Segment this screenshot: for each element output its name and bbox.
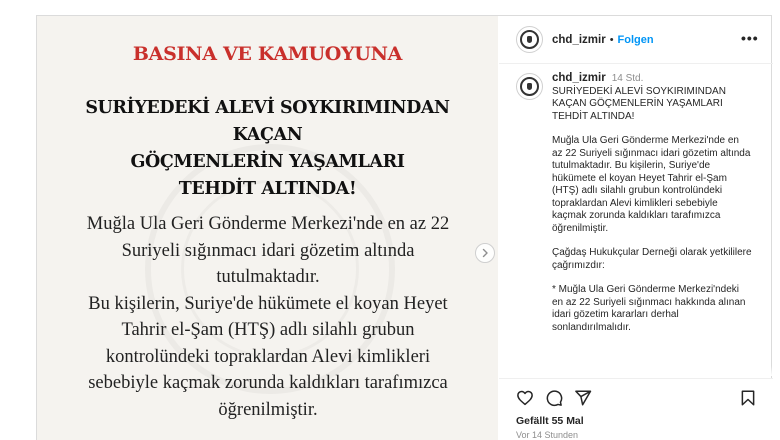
caption-paragraph: * Muğla Ula Geri Gönderme Merkezi'ndeki en az 22 Suriyeli sığınmacı hakkında alınan idari gözetim kararları derhal sonlandırılmalıdır. — [552, 284, 746, 333]
follow-button[interactable]: Folgen — [617, 33, 654, 46]
caption-paragraph: Çağdaş Hukukçular Derneği olarak yetkililere çağrımızdır: — [552, 247, 752, 271]
bookmark-icon[interactable] — [739, 389, 757, 407]
post-image[interactable] — [37, 16, 498, 440]
chevron-right-icon — [480, 248, 490, 258]
post-frame — [36, 15, 772, 440]
image-body-line: tutulmaktadır. — [216, 267, 320, 287]
image-body — [53, 211, 483, 423]
caption-fade — [499, 366, 773, 376]
caption-paragraph: Muğla Ula Geri Gönderme Merkezi'nde en az 22 Suriyeli sığınmacı idari gözetim altında tutulmaktadır. Bu kişilerin, Suriye'de hükümete el koyan Heyet Tahrir el-Şam (HTŞ) adlı silahlı grubun kontrolündeki topraklardan Alevi kimlikleri sebebiyle kaçmak zorunda kaldıkları tarafımızca öğrenilmiştir. — [552, 135, 751, 234]
caption-username[interactable]: chd_izmir — [552, 72, 606, 84]
heart-icon[interactable] — [516, 389, 534, 407]
caption-text — [552, 72, 752, 334]
image-subtitle-line: GÖÇMENLERİN YAŞAMLARI — [130, 152, 405, 172]
image-body-line: Tahrir el-Şam (HTŞ) adlı silahlı grubun — [121, 320, 415, 340]
caption-title: SURİYEDEKİ ALEVİ SOYKIRIMINDAN KAÇAN GÖÇMENLERİN YAŞAMLARI TEHDİT ALTINDA! — [552, 85, 726, 122]
action-bar — [499, 378, 773, 440]
more-options-icon[interactable]: ••• — [741, 30, 759, 46]
header-username[interactable]: chd_izmir — [552, 33, 606, 46]
post-header — [499, 16, 773, 64]
image-subtitle — [57, 95, 478, 203]
comment-icon[interactable] — [545, 389, 563, 407]
image-body-line: Muğla Ula Geri Gönderme Merkezi'nde en az 22 — [86, 214, 450, 234]
post-age[interactable]: Vor 14 Stunden — [516, 430, 579, 440]
image-subtitle-line: SURİYEDEKİ ALEVİ SOYKIRIMINDAN KAÇAN — [85, 98, 450, 145]
image-body-line: Bu kişilerin, Suriye'de hükümete el koyan Heyet — [88, 293, 448, 314]
image-body-line: kontrolündeki topraklardan Alevi kimlikleri — [105, 346, 431, 367]
image-body-line: sebebiyle kaçmak zorunda kaldıkları tarafımızca — [88, 373, 448, 393]
likes-count[interactable]: Gefällt 55 Mal — [516, 415, 584, 427]
next-slide-button[interactable] — [475, 243, 495, 263]
post-sidebar — [499, 16, 773, 440]
caption-timestamp[interactable]: 14 Std. — [611, 73, 644, 84]
image-body-line: Suriyeli sığınmacı idari gözetim altında — [121, 240, 415, 261]
share-icon[interactable] — [574, 389, 592, 407]
logo-icon — [520, 77, 539, 96]
image-headline: BASINA VE KAMUOYUNA — [132, 43, 403, 65]
image-body-line: öğrenilmiştir. — [218, 399, 318, 420]
avatar[interactable] — [516, 26, 543, 53]
logo-icon — [520, 30, 539, 49]
image-subtitle-line: TEHDİT ALTINDA! — [178, 179, 357, 199]
separator-dot: • — [609, 33, 614, 46]
caption — [516, 72, 756, 334]
avatar[interactable] — [516, 73, 543, 100]
